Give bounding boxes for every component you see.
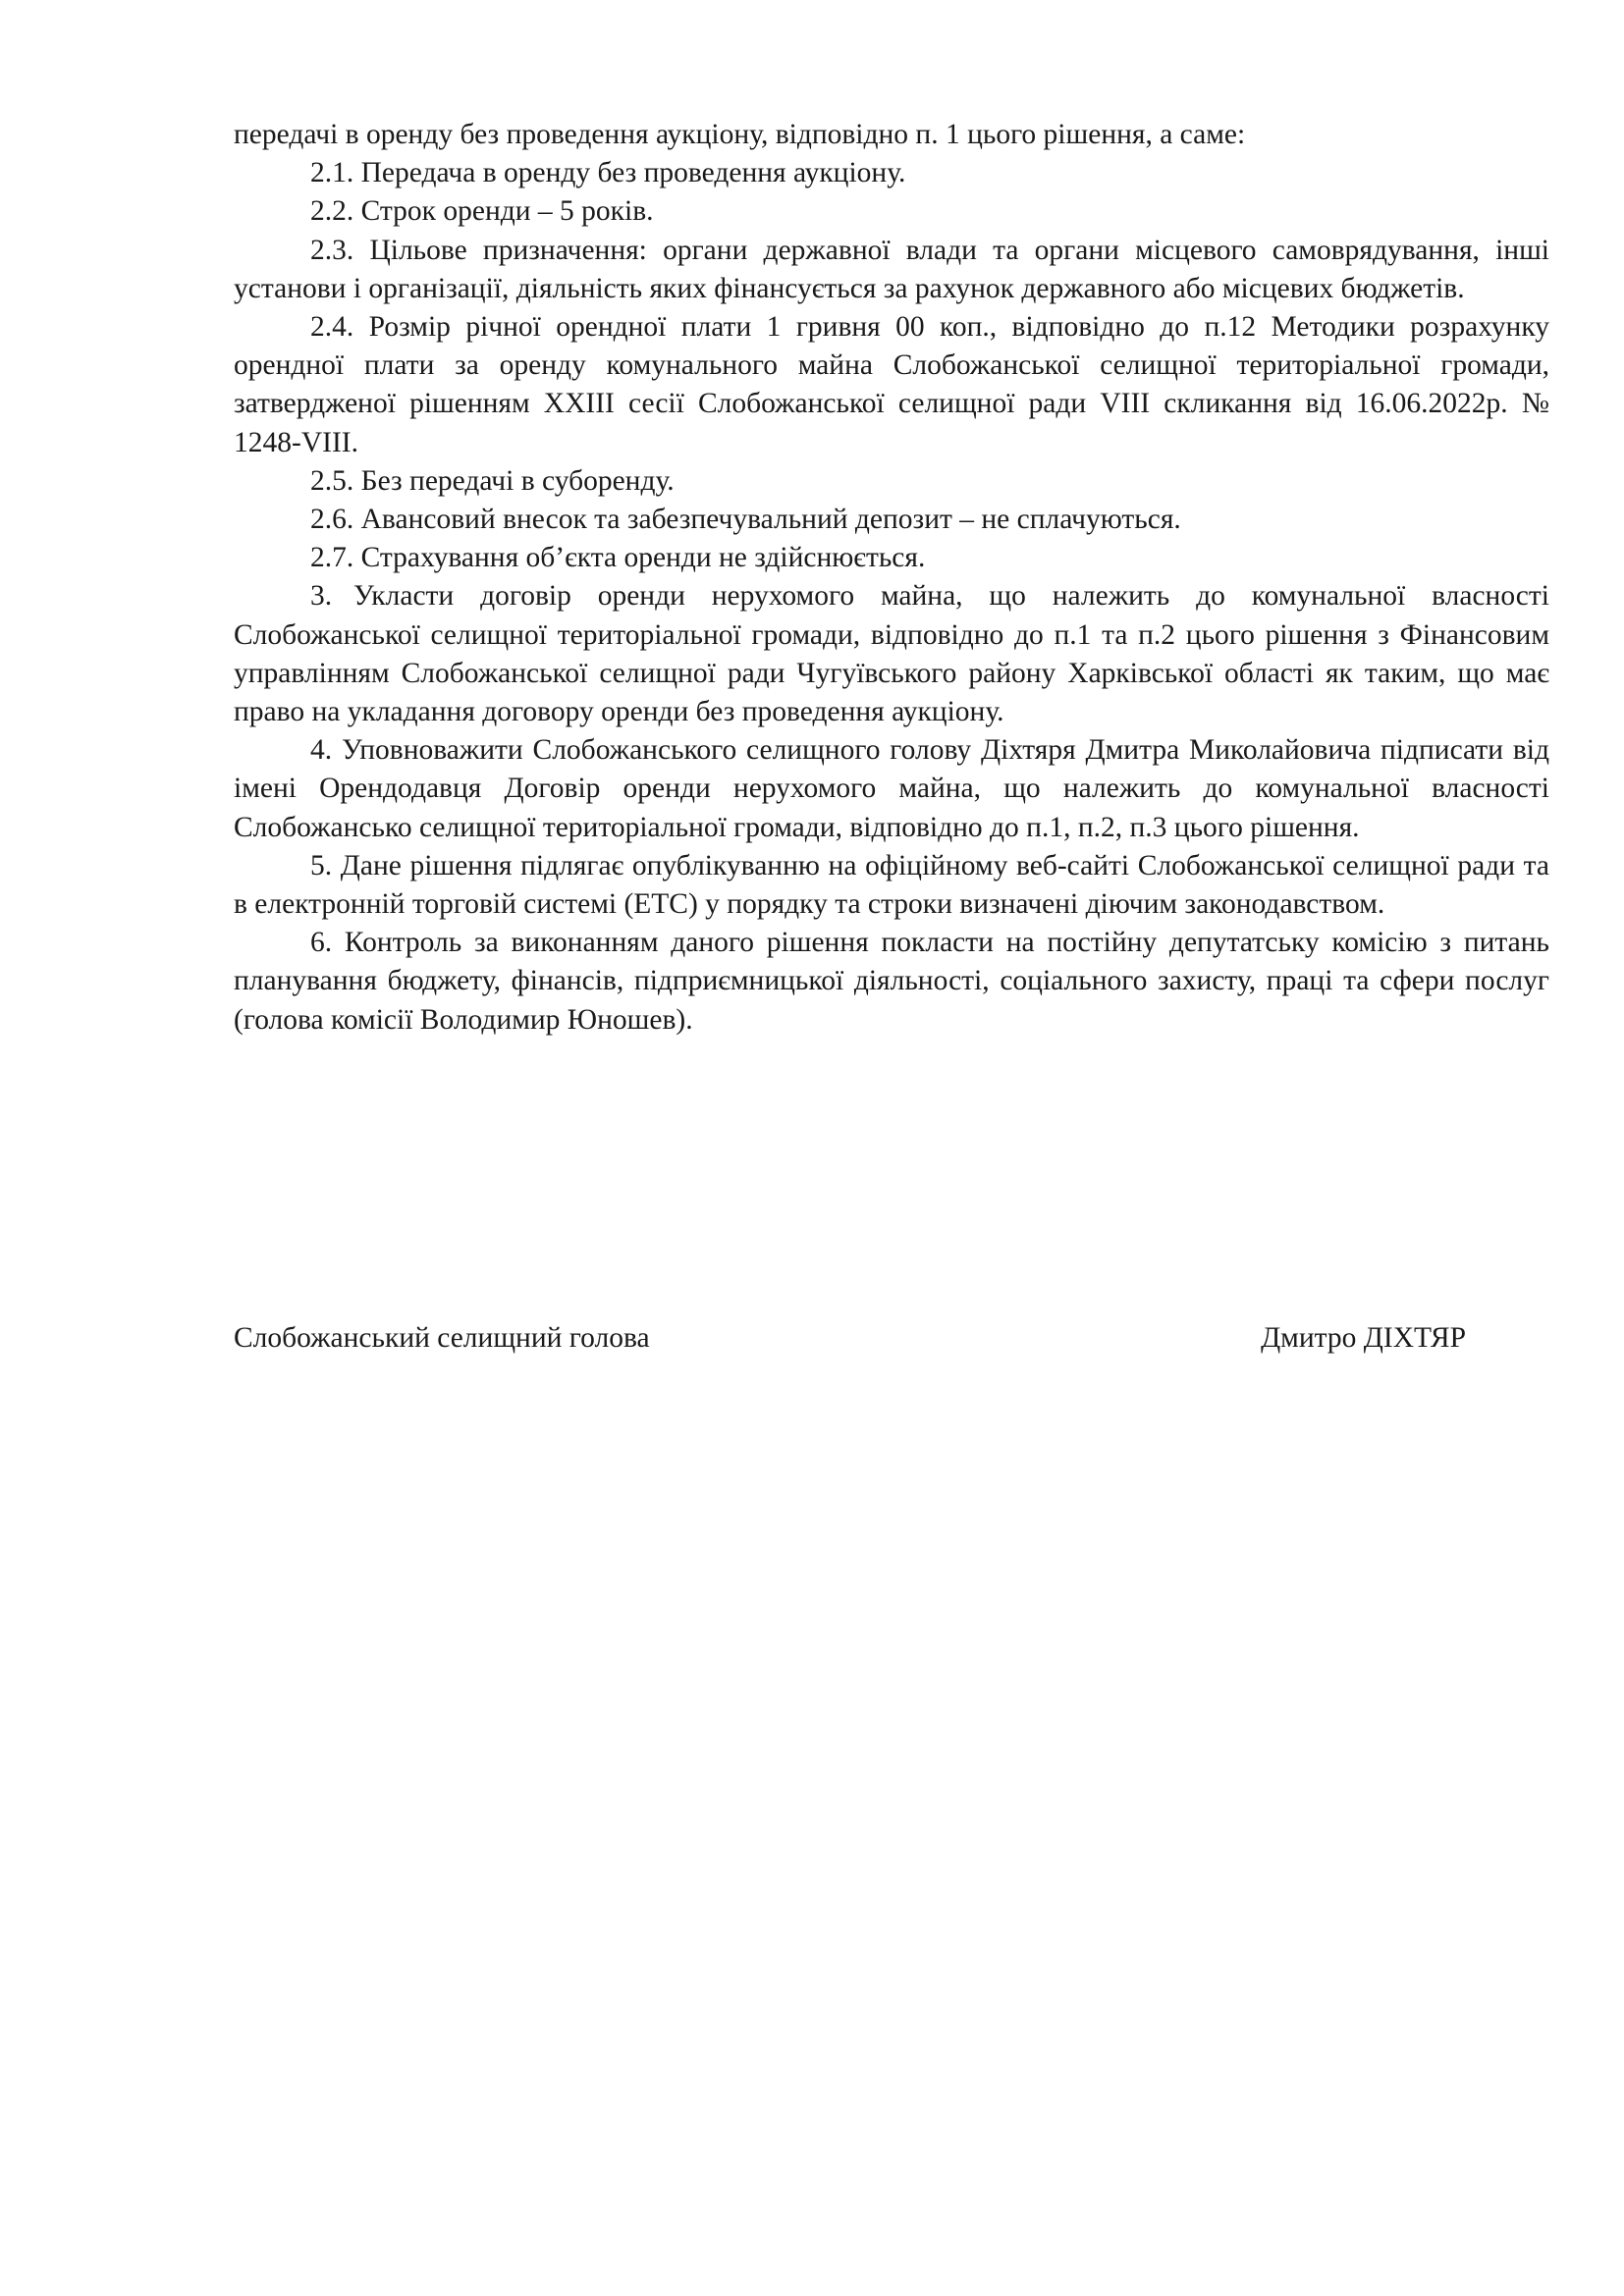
signatory-name: Дмитро ДІХТЯР	[1261, 1322, 1466, 1354]
paragraph-2-5: 2.5. Без передачі в суборенду.	[310, 464, 675, 497]
paragraph-2-4: 2.4. Розмір річної орендної плати 1 гривня 00 коп., відповідно до п.12 Методики розрахунку орендної плати за оренду комунального майна Слобожанської селищної територіальної громади, затвердженої рішенням XXIII сесії Слобожанської селищної ради VIII скликання від 16.06.2022р. № 1248-VIII.	[234, 311, 1549, 458]
paragraph-lease-terms-intro: передачі в оренду без проведення аукціону, відповідно п. 1 цього рішення, а саме:	[234, 119, 1246, 150]
paragraph-4: 4. Уповноважити Слобожанського селищного голову Діхтяря Дмитра Миколайовича підписати від імені Орендодавця Договір оренди нерухомого майна, що належить до комунальної власності Слобожансько селищної територіальної громади, відповідно до п.1, п.2, п.3 цього рішення.	[234, 734, 1549, 843]
paragraph-3-text: Укласти договір оренди нерухомого майна, що належить до комунальної власності Слобожанської селищної територіальної громади, відповідно до п.1 та п.2 цього рішення з Фінансовим управлінням Слобожанської селищної ради Чугуївського району Харківської області як таким, що має право на укладання договору оренди без проведення аукціону.	[234, 580, 1549, 728]
document-body	[234, 116, 1549, 1040]
paragraph-2-3: 2.3. Цільове призначення: органи державної влади та органи місцевого самоврядування, інші установи і організації, діяльність яких фінансується за рахунок державного або місцевих бюджетів.	[234, 234, 1549, 304]
paragraph-2-1: 2.1. Передача в оренду без проведення аукціону.	[310, 157, 906, 189]
signatory-position: Слобожанський селищний голова	[234, 1322, 650, 1354]
paragraph-2-2: 2.2. Строк оренди – 5 років.	[310, 195, 654, 228]
paragraph-3-number: 3.	[310, 580, 333, 613]
paragraph-3	[234, 577, 1549, 731]
paragraph-5: 5. Дане рішення підлягає опублікуванню на офіційному веб-сайті Слобожанської селищної ради та в електронній торговій системі (ЕТС) у порядку та строки визначені діючим законодавством.	[234, 849, 1549, 921]
paragraph-2-6: 2.6. Авансовий внесок та забезпечувальний депозит – не сплачуються.	[310, 504, 1181, 536]
paragraph-6: 6. Контроль за виконанням даного рішення покласти на постійну депутатську комісію з питань планування бюджету, фінансів, підприємницької діяльності, соціального захисту, праці та сфери послуг (голова комісії Володимир Юношев).	[234, 927, 1549, 1036]
paragraph-2-7: 2.7. Страхування об’єкта оренди не здійснюється.	[310, 542, 926, 574]
